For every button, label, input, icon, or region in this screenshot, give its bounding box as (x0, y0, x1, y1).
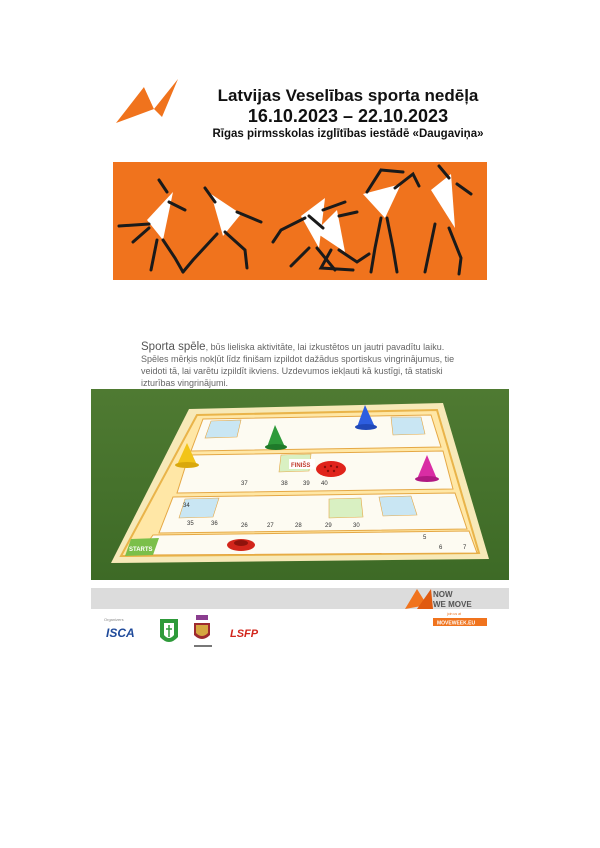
nwm-site: MOVEWEEK.EU (437, 620, 476, 627)
cell-number: 6 (439, 545, 443, 551)
now-we-move-logo (403, 585, 509, 631)
nwm-line1: NOW (433, 590, 453, 599)
banner-illustration (113, 162, 487, 280)
isca-logo: ISCA (106, 626, 135, 640)
date-range: 16.10.2023 – 22.10.2023 (247, 106, 449, 126)
cell-number: 28 (295, 523, 302, 529)
cell-number: 34 (183, 503, 190, 509)
cell-number: 38 (281, 481, 288, 487)
intro-paragraph (141, 341, 471, 389)
origami-logo-icon (114, 77, 180, 127)
nwm-line2: WE MOVE (433, 600, 472, 609)
venue-subtitle: Rīgas pirmsskolas izglītības iestādē «Daugaviņa» (212, 128, 484, 140)
cell-number: 35 (187, 521, 194, 527)
stick-figures-illustration (113, 162, 487, 280)
nwm-tagline: join us at (447, 612, 462, 616)
intro-body: , būs lieliska aktivitāte, lai izkustētos un jautri pavadītu laiku. Spēles mērķis nokļūt līdz finišam izpildot dažādus sportiskus vingrinājumus, tie veidoti tā, lai varētu izpildīt ikviens. Uzdevumos iekļauti kā kustīgi, tā statiski izturības vingrinājumi. (141, 342, 455, 388)
lspa-crest-icon (160, 619, 178, 642)
cell-number: 27 (267, 523, 274, 529)
cell-number: 37 (241, 481, 248, 487)
organizer-label: Organizers (104, 617, 124, 622)
latvia-coat-of-arms-icon (194, 615, 212, 647)
intro-lead: Sporta spēle (141, 341, 206, 353)
cell-number: 30 (353, 523, 360, 529)
cell-number: 7 (463, 545, 467, 551)
cell-number: 36 (211, 521, 218, 527)
partner-logos (104, 615, 274, 663)
cell-number: 40 (321, 481, 328, 487)
cell-number: 29 (325, 523, 332, 529)
game-board-photo (91, 389, 509, 580)
page-title: Latvijas Veselības sporta nedēļa (217, 86, 479, 105)
start-label: STARTS (129, 547, 153, 553)
cell-number: 39 (303, 481, 310, 487)
cell-number: 5 (423, 535, 427, 541)
lsfp-logo: LSFP (230, 628, 259, 640)
finish-label: FINIŠS (291, 463, 311, 469)
cell-number: 26 (241, 523, 248, 529)
